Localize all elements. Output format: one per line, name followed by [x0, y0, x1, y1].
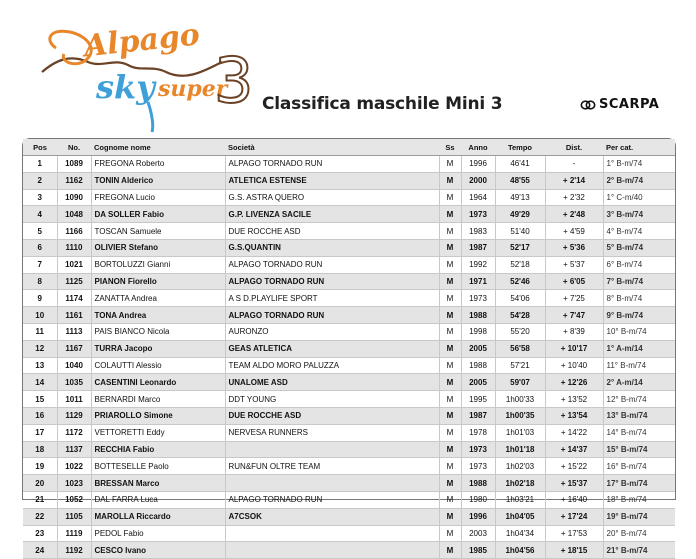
table-row — [23, 407, 675, 424]
cell-name: CASENTINI Leonardo — [91, 374, 225, 391]
table-row — [23, 290, 675, 307]
cell-category: 8° B-m/74 — [603, 290, 675, 307]
cell-category: 14° B-m/74 — [603, 424, 675, 441]
cell-time: 56'58 — [495, 340, 545, 357]
cell-club — [225, 441, 439, 458]
cell-sex: M — [439, 491, 461, 508]
cell-name: BERNARDI Marco — [91, 391, 225, 408]
cell-pos: 19 — [23, 458, 57, 475]
cell-year: 1987 — [461, 407, 495, 424]
cell-sex: M — [439, 223, 461, 240]
cell-number: 1090 — [57, 189, 91, 206]
table-row — [23, 340, 675, 357]
cell-club: ALPAGO TORNADO RUN — [225, 256, 439, 273]
cell-category: 7° B-m/74 — [603, 273, 675, 290]
cell-gap: + 7'47 — [545, 307, 603, 324]
cell-year: 1973 — [461, 206, 495, 223]
cell-sex: M — [439, 239, 461, 256]
cell-time: 57'21 — [495, 357, 545, 374]
cell-number: 1125 — [57, 273, 91, 290]
cell-category: 20° B-m/74 — [603, 525, 675, 542]
cell-year: 1983 — [461, 223, 495, 240]
cell-category: 15° B-m/74 — [603, 441, 675, 458]
cell-year: 1973 — [461, 290, 495, 307]
cell-club: G.S. ASTRA QUERO — [225, 189, 439, 206]
cell-sex: M — [439, 156, 461, 173]
cell-club: AURONZO — [225, 323, 439, 340]
cell-gap: + 4'59 — [545, 223, 603, 240]
cell-year: 2000 — [461, 172, 495, 189]
table-row — [23, 525, 675, 542]
cell-club: ALPAGO TORNADO RUN — [225, 307, 439, 324]
cell-sex: M — [439, 172, 461, 189]
cell-pos: 13 — [23, 357, 57, 374]
page-title: Classifica maschile Mini 3 — [262, 94, 503, 114]
cell-pos: 4 — [23, 206, 57, 223]
table-row — [23, 323, 675, 340]
cell-pos: 9 — [23, 290, 57, 307]
cell-pos: 18 — [23, 441, 57, 458]
cell-club — [225, 475, 439, 492]
cell-name: PAIS BIANCO Nicola — [91, 323, 225, 340]
cell-category: 18° B-m/74 — [603, 491, 675, 508]
table-row — [23, 441, 675, 458]
cell-number: 1166 — [57, 223, 91, 240]
cell-sex: M — [439, 508, 461, 525]
cell-time: 1h02'18 — [495, 475, 545, 492]
logo-tail — [148, 102, 153, 132]
cell-gap: + 14'37 — [545, 441, 603, 458]
cell-gap: + 17'53 — [545, 525, 603, 542]
cell-number: 1089 — [57, 156, 91, 173]
cell-pos: 7 — [23, 256, 57, 273]
cell-number: 1137 — [57, 441, 91, 458]
cell-sex: M — [439, 441, 461, 458]
cell-time: 1h00'33 — [495, 391, 545, 408]
cell-category: 4° B-m/74 — [603, 223, 675, 240]
results-table — [23, 139, 675, 559]
cell-club: DDT YOUNG — [225, 391, 439, 408]
cell-sex: M — [439, 256, 461, 273]
table-row — [23, 374, 675, 391]
cell-gap: + 2'14 — [545, 172, 603, 189]
sponsor-name: SCARPA — [599, 97, 660, 112]
cell-number: 1035 — [57, 374, 91, 391]
cell-pos: 14 — [23, 374, 57, 391]
cell-pos: 24 — [23, 542, 57, 559]
cell-category: 12° B-m/74 — [603, 391, 675, 408]
scarpa-emblem-icon — [580, 99, 596, 111]
cell-club: RUN&FUN OLTRE TEAM — [225, 458, 439, 475]
cell-club: ALPAGO TORNADO RUN — [225, 273, 439, 290]
cell-year: 1988 — [461, 475, 495, 492]
cell-time: 59'07 — [495, 374, 545, 391]
cell-pos: 8 — [23, 273, 57, 290]
cell-year: 1980 — [461, 491, 495, 508]
cell-gap: + 10'17 — [545, 340, 603, 357]
cell-club: ALPAGO TORNADO RUN — [225, 156, 439, 173]
cell-pos: 11 — [23, 323, 57, 340]
cell-year: 1998 — [461, 323, 495, 340]
cell-gap: + 10'40 — [545, 357, 603, 374]
cell-time: 48'55 — [495, 172, 545, 189]
table-row — [23, 542, 675, 559]
cell-year: 1971 — [461, 273, 495, 290]
cell-gap: + 17'24 — [545, 508, 603, 525]
cell-name: DAL FARRA Luca — [91, 491, 225, 508]
cell-pos: 6 — [23, 239, 57, 256]
header-gap: Dist. — [545, 139, 603, 156]
sponsor-logo — [580, 97, 659, 112]
cell-time: 54'28 — [495, 307, 545, 324]
header-year: Anno — [461, 139, 495, 156]
cell-time: 49'29 — [495, 206, 545, 223]
cell-year: 1973 — [461, 458, 495, 475]
cell-category: 2° B-m/74 — [603, 172, 675, 189]
cell-gap: + 2'32 — [545, 189, 603, 206]
cell-time: 1h04'05 — [495, 508, 545, 525]
cell-number: 1167 — [57, 340, 91, 357]
table-row — [23, 256, 675, 273]
cell-category: 21° B-m/74 — [603, 542, 675, 559]
cell-name: BOTTESELLE Paolo — [91, 458, 225, 475]
results-table-container — [22, 138, 676, 555]
cell-sex: M — [439, 525, 461, 542]
table-row — [23, 223, 675, 240]
cell-club: TEAM ALDO MORO PALUZZA — [225, 357, 439, 374]
header-name: Cognome nome — [91, 139, 225, 156]
cell-club: ATLETICA ESTENSE — [225, 172, 439, 189]
cell-club — [225, 525, 439, 542]
cell-name: TONA Andrea — [91, 307, 225, 324]
cell-pos: 5 — [23, 223, 57, 240]
cell-category: 5° B-m/74 — [603, 239, 675, 256]
cell-category: 9° B-m/74 — [603, 307, 675, 324]
cell-club: A S D.PLAYLIFE SPORT — [225, 290, 439, 307]
cell-time: 54'06 — [495, 290, 545, 307]
table-row — [23, 273, 675, 290]
cell-category: 3° B-m/74 — [603, 206, 675, 223]
header-club: Società — [225, 139, 439, 156]
cell-gap: + 2'48 — [545, 206, 603, 223]
cell-sex: M — [439, 206, 461, 223]
cell-name: BORTOLUZZI Gianni — [91, 256, 225, 273]
cell-name: FREGONA Roberto — [91, 156, 225, 173]
cell-time: 1h03'21 — [495, 491, 545, 508]
cell-name: PEDOL Fabio — [91, 525, 225, 542]
table-row — [23, 172, 675, 189]
cell-club: ALPAGO TORNADO RUN — [225, 491, 439, 508]
cell-time: 55'20 — [495, 323, 545, 340]
cell-year: 1973 — [461, 441, 495, 458]
cell-year: 2005 — [461, 340, 495, 357]
cell-gap: + 16'40 — [545, 491, 603, 508]
cell-time: 46'41 — [495, 156, 545, 173]
cell-category: 11° B-m/74 — [603, 357, 675, 374]
cell-sex: M — [439, 407, 461, 424]
table-row — [23, 239, 675, 256]
cell-sex: M — [439, 458, 461, 475]
cell-number: 1110 — [57, 239, 91, 256]
table-row — [23, 307, 675, 324]
cell-pos: 21 — [23, 491, 57, 508]
cell-number: 1040 — [57, 357, 91, 374]
cell-pos: 23 — [23, 525, 57, 542]
cell-club: UNALOME ASD — [225, 374, 439, 391]
cell-category: 1° A-m/14 — [603, 340, 675, 357]
cell-club: A7CSOK — [225, 508, 439, 525]
cell-gap: + 13'54 — [545, 407, 603, 424]
cell-club: GEAS ATLETICA — [225, 340, 439, 357]
cell-number: 1022 — [57, 458, 91, 475]
cell-time: 1h01'03 — [495, 424, 545, 441]
cell-time: 1h00'35 — [495, 407, 545, 424]
cell-category: 13° B-m/74 — [603, 407, 675, 424]
cell-pos: 22 — [23, 508, 57, 525]
cell-category: 2° A-m/14 — [603, 374, 675, 391]
cell-number: 1021 — [57, 256, 91, 273]
cell-name: OLIVIER Stefano — [91, 239, 225, 256]
cell-category: 19° B-m/74 — [603, 508, 675, 525]
cell-year: 1987 — [461, 239, 495, 256]
cell-time: 1h04'34 — [495, 525, 545, 542]
table-row — [23, 491, 675, 508]
cell-number: 1192 — [57, 542, 91, 559]
cell-pos: 1 — [23, 156, 57, 173]
cell-number: 1105 — [57, 508, 91, 525]
cell-time: 1h04'56 — [495, 542, 545, 559]
cell-sex: M — [439, 357, 461, 374]
header-category: Per cat. — [603, 139, 675, 156]
cell-time: 52'17 — [495, 239, 545, 256]
cell-number: 1129 — [57, 407, 91, 424]
cell-pos: 16 — [23, 407, 57, 424]
header-time: Tempo — [495, 139, 545, 156]
cell-year: 2005 — [461, 374, 495, 391]
cell-name: BRESSAN Marco — [91, 475, 225, 492]
cell-category: 17° B-m/74 — [603, 475, 675, 492]
table-row — [23, 458, 675, 475]
cell-gap: + 8'39 — [545, 323, 603, 340]
cell-gap: + 7'25 — [545, 290, 603, 307]
table-row — [23, 189, 675, 206]
cell-sex: M — [439, 475, 461, 492]
cell-year: 1995 — [461, 391, 495, 408]
cell-number: 1052 — [57, 491, 91, 508]
cell-pos: 3 — [23, 189, 57, 206]
cell-year: 1992 — [461, 256, 495, 273]
cell-gap: + 15'37 — [545, 475, 603, 492]
cell-time: 1h02'03 — [495, 458, 545, 475]
cell-number: 1119 — [57, 525, 91, 542]
cell-number: 1011 — [57, 391, 91, 408]
cell-time: 1h01'18 — [495, 441, 545, 458]
cell-year: 2003 — [461, 525, 495, 542]
table-header-row — [23, 139, 675, 156]
cell-name: PRIAROLLO Simone — [91, 407, 225, 424]
cell-gap: + 6'05 — [545, 273, 603, 290]
cell-name: RECCHIA Fabio — [91, 441, 225, 458]
cell-number: 1162 — [57, 172, 91, 189]
cell-gap: + 15'22 — [545, 458, 603, 475]
cell-pos: 2 — [23, 172, 57, 189]
cell-sex: M — [439, 340, 461, 357]
cell-year: 1996 — [461, 508, 495, 525]
logo-super-text: super — [158, 76, 228, 102]
cell-sex: M — [439, 374, 461, 391]
cell-number: 1161 — [57, 307, 91, 324]
cell-gap: + 5'36 — [545, 239, 603, 256]
cell-sex: M — [439, 189, 461, 206]
cell-time: 52'46 — [495, 273, 545, 290]
cell-name: ZANATTA Andrea — [91, 290, 225, 307]
cell-pos: 17 — [23, 424, 57, 441]
cell-time: 51'40 — [495, 223, 545, 240]
cell-gap: + 14'22 — [545, 424, 603, 441]
cell-name: TONIN Alderico — [91, 172, 225, 189]
cell-category: 16° B-m/74 — [603, 458, 675, 475]
cell-name: PIANON Fiorello — [91, 273, 225, 290]
cell-name: DA SOLLER Fabio — [91, 206, 225, 223]
cell-club — [225, 542, 439, 559]
cell-year: 1996 — [461, 156, 495, 173]
cell-sex: M — [439, 290, 461, 307]
cell-pos: 12 — [23, 340, 57, 357]
cell-sex: M — [439, 307, 461, 324]
cell-sex: M — [439, 424, 461, 441]
cell-sex: M — [439, 391, 461, 408]
cell-name: VETTORETTI Eddy — [91, 424, 225, 441]
cell-number: 1174 — [57, 290, 91, 307]
cell-pos: 15 — [23, 391, 57, 408]
cell-category: 6° B-m/74 — [603, 256, 675, 273]
cell-gap: + 5'37 — [545, 256, 603, 273]
cell-gap: + 13'52 — [545, 391, 603, 408]
header-pos: Pos — [23, 139, 57, 156]
cell-sex: M — [439, 542, 461, 559]
cell-sex: M — [439, 323, 461, 340]
cell-number: 1113 — [57, 323, 91, 340]
cell-pos: 20 — [23, 475, 57, 492]
cell-time: 49'13 — [495, 189, 545, 206]
cell-category: 1° C-m/40 — [603, 189, 675, 206]
cell-category: 10° B-m/74 — [603, 323, 675, 340]
alpago-skysuper-logo — [36, 10, 258, 135]
cell-club: G.P. LIVENZA SACILE — [225, 206, 439, 223]
cell-year: 1985 — [461, 542, 495, 559]
cell-category: 1° B-m/74 — [603, 156, 675, 173]
cell-name: COLAUTTI Alessio — [91, 357, 225, 374]
cell-year: 1978 — [461, 424, 495, 441]
cell-pos: 10 — [23, 307, 57, 324]
cell-name: FREGONA Lucio — [91, 189, 225, 206]
logo-sky-text: sky — [96, 68, 155, 106]
table-row — [23, 156, 675, 173]
table-row — [23, 206, 675, 223]
table-row — [23, 475, 675, 492]
header-number: No. — [57, 139, 91, 156]
cell-sex: M — [439, 273, 461, 290]
cell-gap: + 18'15 — [545, 542, 603, 559]
cell-gap: + 12'26 — [545, 374, 603, 391]
cell-time: 52'18 — [495, 256, 545, 273]
cell-name: TURRA Jacopo — [91, 340, 225, 357]
cell-club: G.S.QUANTIN — [225, 239, 439, 256]
cell-name: TOSCAN Samuele — [91, 223, 225, 240]
cell-year: 1988 — [461, 357, 495, 374]
cell-club: NERVESA RUNNERS — [225, 424, 439, 441]
cell-number: 1172 — [57, 424, 91, 441]
logo-number-text: 3 — [214, 44, 254, 117]
cell-club: DUE ROCCHE ASD — [225, 223, 439, 240]
table-row — [23, 508, 675, 525]
cell-number: 1048 — [57, 206, 91, 223]
cell-name: CESCO Ivano — [91, 542, 225, 559]
cell-year: 1988 — [461, 307, 495, 324]
header-sex: Ss — [439, 139, 461, 156]
table-row — [23, 391, 675, 408]
cell-year: 1964 — [461, 189, 495, 206]
logo-alpago-text: Alpago — [82, 17, 202, 65]
cell-number: 1023 — [57, 475, 91, 492]
table-row — [23, 357, 675, 374]
cell-gap: - — [545, 156, 603, 173]
cell-name: MAROLLA Riccardo — [91, 508, 225, 525]
cell-club: DUE ROCCHE ASD — [225, 407, 439, 424]
table-row — [23, 424, 675, 441]
